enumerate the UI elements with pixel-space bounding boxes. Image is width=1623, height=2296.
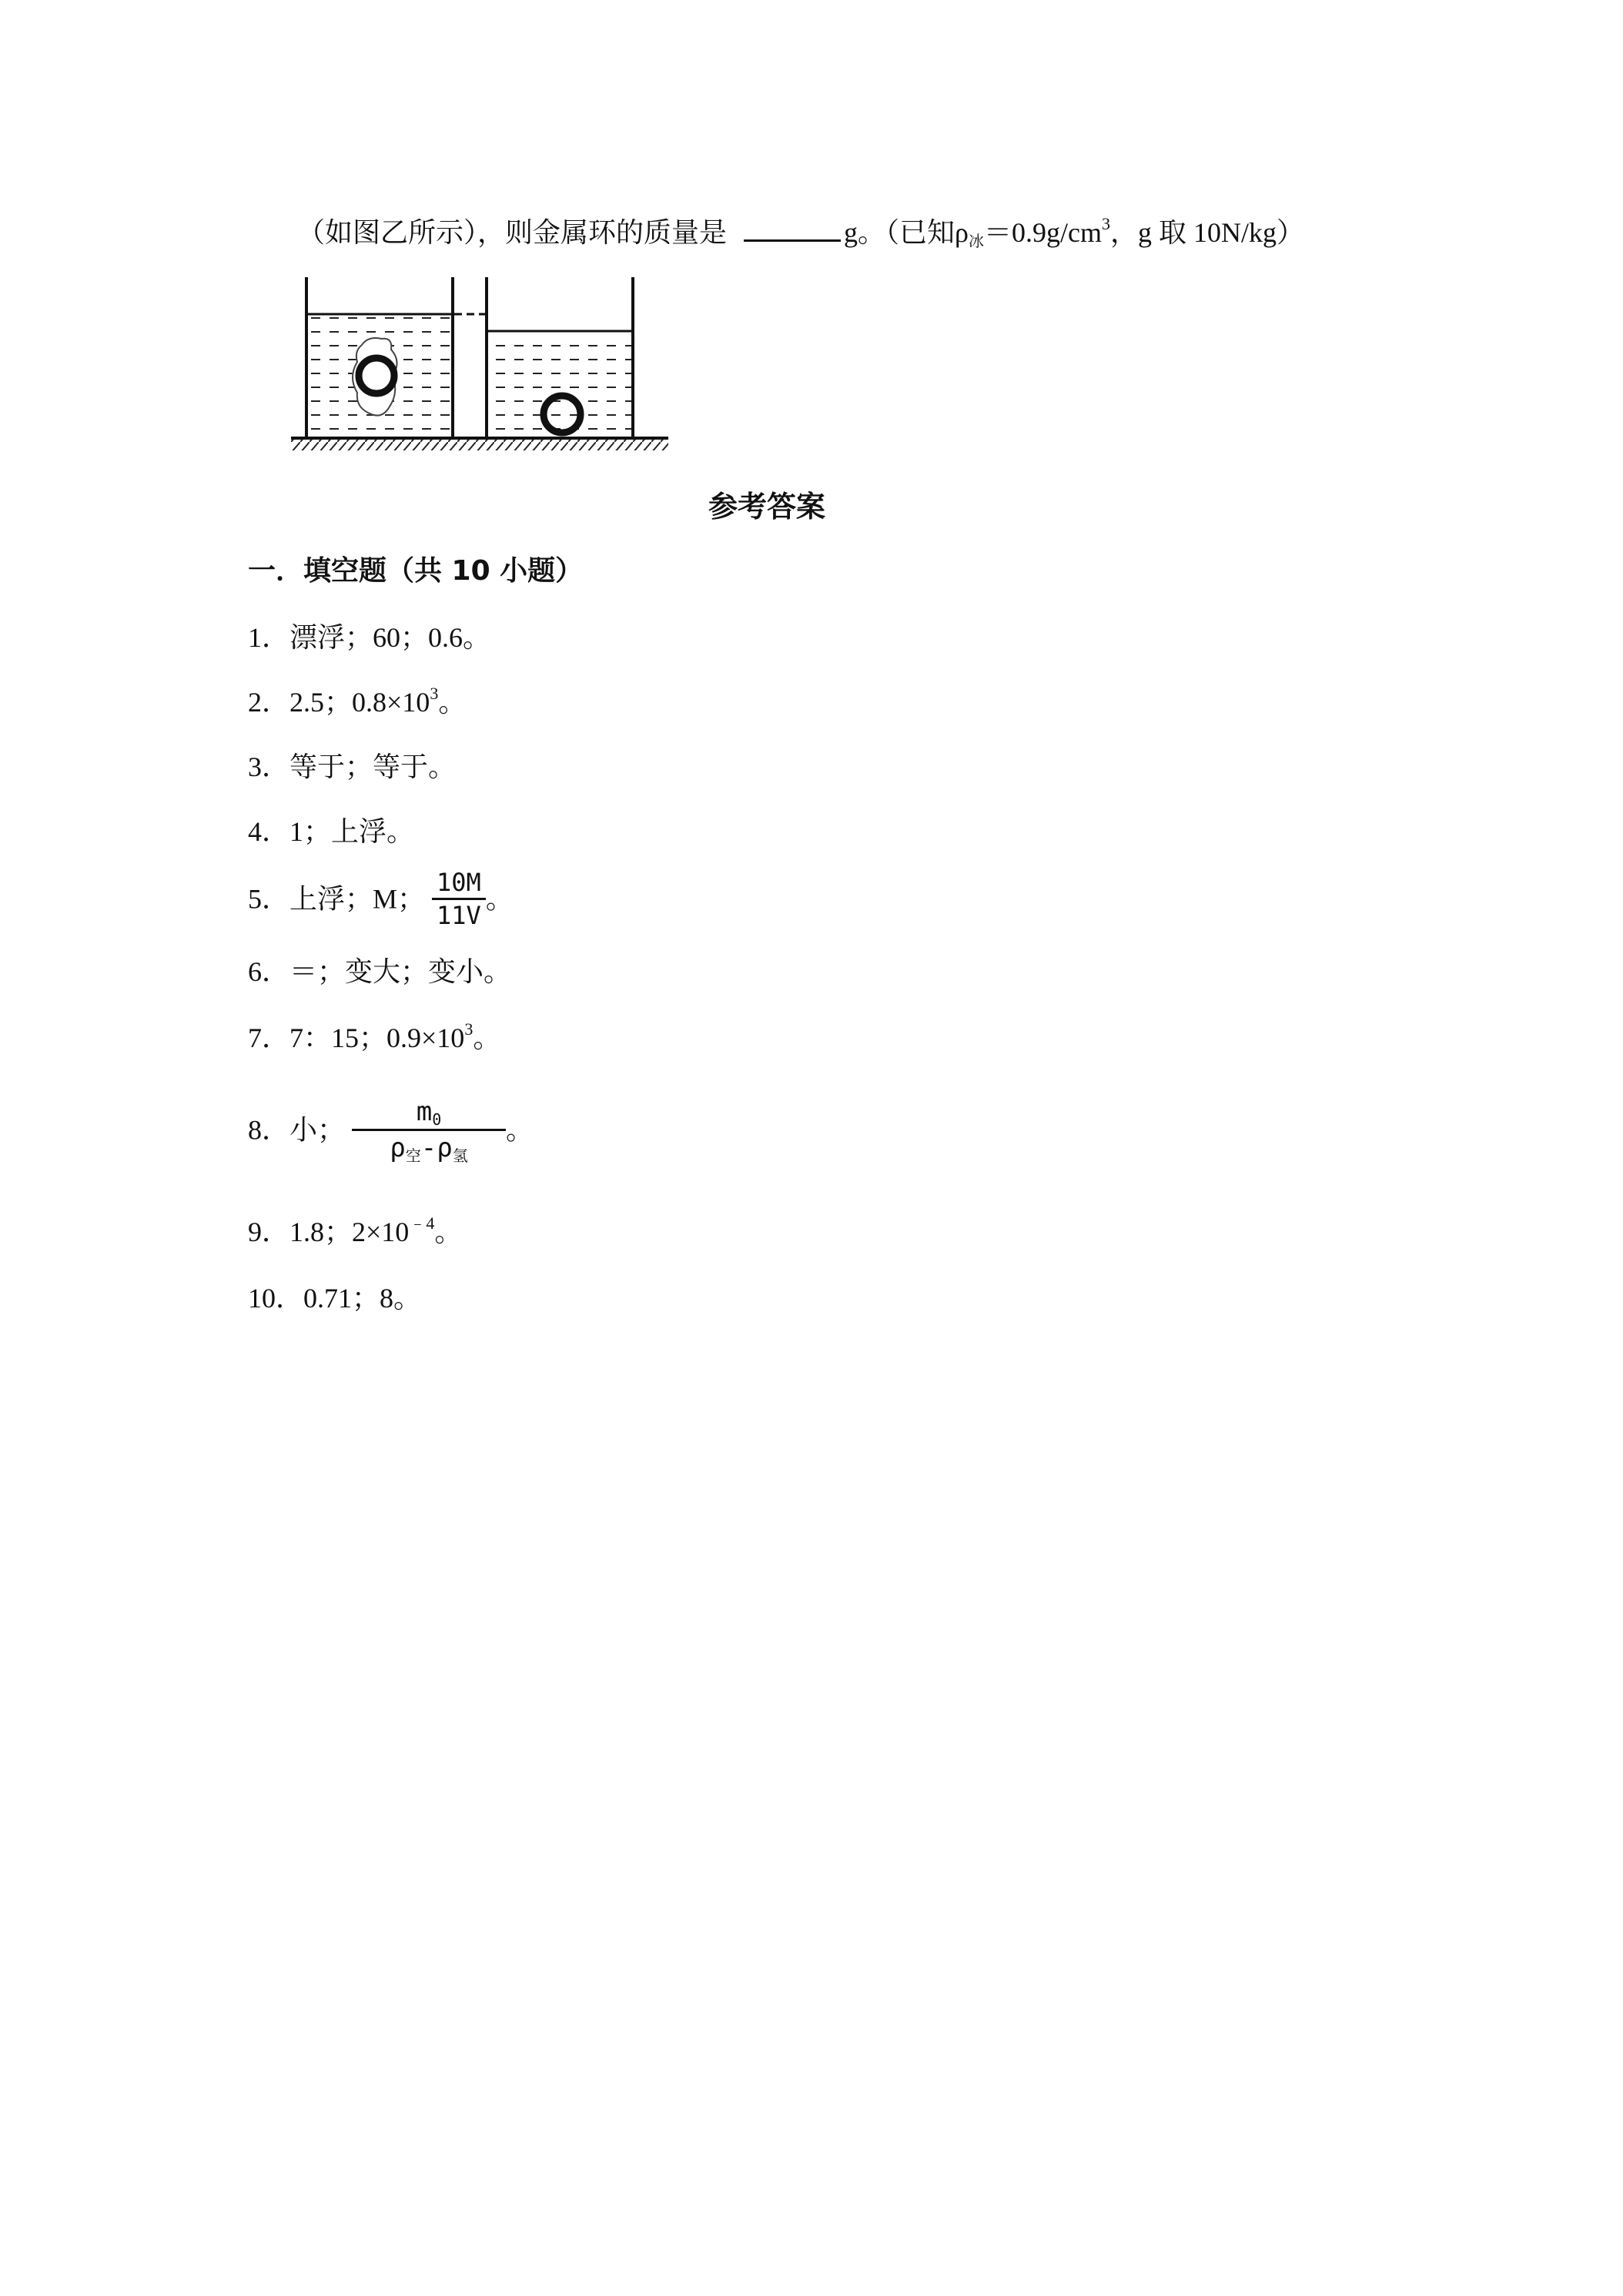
answer-3: 3．等于；等于。 [248,751,457,782]
answer-2-end: 。 [438,687,467,718]
question-prefix: （如图乙所示），则金属环的质量是 [297,217,728,248]
answer-5-fraction [432,869,486,929]
rho-subscript: 冰 [968,233,984,250]
answer-9 [248,1215,462,1249]
answer-6: 6．＝；变大；变小。 [248,956,512,987]
ground-hatch [291,440,668,450]
answer-5-text: 5．上浮；M； [248,883,426,915]
answer-7-text: 7．7：15；0.9×10 [248,1022,465,1053]
answer-7-end: 。 [473,1022,501,1053]
density-exponent: 3 [1101,214,1110,233]
rho-air-subscript: 空 [405,1146,421,1166]
answer-7-exponent: 3 [464,1019,474,1039]
numerator-subscript: 0 [432,1110,442,1130]
section-heading: 一．填空题（共 10 小题） [248,555,584,587]
answer-2 [248,685,466,719]
right-container [487,277,633,437]
answer-10: 10．0.71；8。 [248,1283,422,1314]
answer-5-end: 。 [485,883,514,915]
fraction-numerator: 10M [432,869,486,900]
fraction-denominator: 11V [437,901,481,931]
answer-1: 1．漂浮；60；0.6。 [248,622,491,653]
answer-4: 4．1；上浮。 [248,816,415,847]
fraction-denominator [352,1131,506,1166]
fraction-numerator [352,1096,506,1131]
question-tail-line [297,216,1304,249]
answer-5 [248,865,514,930]
left-container [306,277,453,437]
question-suffix: ，g 取 10N/kg） [1109,217,1304,248]
answer-9-text: 9．1.8；2×10 [248,1217,410,1247]
minus-sign: - [420,1133,437,1164]
rho-air: ρ [390,1133,406,1164]
question-unit: g。（已知ρ [844,217,969,248]
answer-8-text: 8．小； [248,1114,346,1146]
container-figure [291,269,676,454]
answer-8-end: 。 [506,1114,534,1146]
answer-blank [744,216,841,242]
answer-8-fraction [352,1096,506,1166]
answer-8 [248,1089,534,1169]
answer-2-text: 2．2.5；0.8×10 [248,687,430,718]
answer-2-exponent: 3 [430,684,439,703]
answer-7 [248,1021,500,1055]
numerator-m: m [416,1096,433,1128]
answer-9-exponent: ﹣4 [409,1213,435,1233]
rho-hydrogen: ρ [437,1133,453,1164]
answer-9-end: 。 [434,1217,463,1247]
rho-hydrogen-subscript: 氢 [452,1146,468,1166]
question-density: ＝0.9g/cm [983,217,1102,248]
answers-title: 参考答案 [708,490,826,524]
